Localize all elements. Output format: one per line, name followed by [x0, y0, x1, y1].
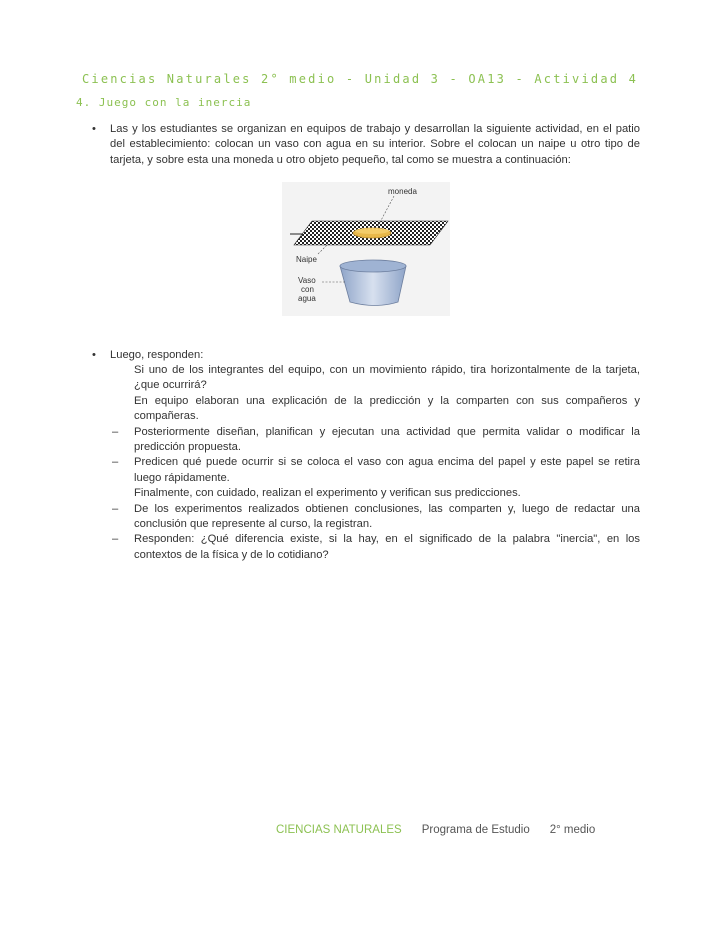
- bullet-dot: •: [92, 349, 96, 361]
- label-vaso-3: agua: [298, 294, 316, 303]
- bullet-paragraph-1: [90, 122, 640, 168]
- bullet-dot: •: [92, 123, 96, 135]
- bullet-2-label: Luego, responden:: [110, 349, 204, 361]
- bullet-paragraph-2: [90, 348, 640, 363]
- list-item: [110, 394, 640, 425]
- section-title: 4. Juego con la inercia: [76, 96, 252, 109]
- dash-marker: –: [112, 456, 119, 469]
- glass-top: [340, 260, 406, 272]
- page-footer: [276, 824, 595, 836]
- list-item-text: Si uno de los integrantes del equipo, con un movimiento rápido, tira horizontalmente de la tarjeta, ¿que ocurrirá?: [134, 364, 640, 392]
- list-item: [110, 455, 640, 486]
- bullet-1-text: Las y los estudiantes se organizan en equipos de trabajo y desarrollan la siguiente actividad, en el patio del establecimiento: colocan un vaso con agua en su interior. Sobre el colocan un naipe u otro tipo de tarjeta, y sobre esta una moneda u otro objeto pequeño, tal como se muestra a continuación:: [110, 123, 640, 166]
- list-item-text: Posteriormente diseñan, planifican y ejecutan una actividad que permita validar o modificar la predicción propuesta.: [134, 425, 640, 454]
- dash-marker: –: [112, 533, 119, 546]
- experiment-figure: [282, 182, 450, 316]
- label-vaso-2: con: [301, 285, 314, 294]
- footer-brand: CIENCIAS NATURALES: [276, 824, 402, 836]
- coin-top: [355, 228, 389, 234]
- list-item: [110, 486, 640, 501]
- list-item-text: Responden: ¿Qué diferencia existe, si la hay, en el significado de la palabra "inercia", en los contextos de la física y de lo cotidiano?: [134, 533, 640, 561]
- list-item-text: Finalmente, con cuidado, realizan el experimento y verifican sus predicciones.: [134, 487, 521, 500]
- list-item: [110, 502, 640, 533]
- label-naipe: Naipe: [296, 255, 317, 264]
- list-item: [110, 363, 640, 394]
- response-list: [110, 363, 640, 563]
- list-item: [110, 425, 640, 456]
- list-item: [110, 532, 640, 563]
- label-vaso-1: Vaso: [298, 276, 316, 285]
- footer-program: Programa de Estudio: [421, 824, 530, 836]
- page-header: Ciencias Naturales 2° medio - Unidad 3 - OA13 - Actividad 4: [81, 72, 639, 86]
- label-moneda: moneda: [388, 187, 417, 196]
- dash-marker: –: [112, 425, 119, 438]
- list-item-text: Predicen qué puede ocurrir si se coloca el vaso con agua encima del papel y este papel se retira luego rápidamente.: [134, 456, 640, 484]
- list-item-text: En equipo elaboran una explicación de la predicción y la comparten con sus compañeros y compañeras.: [134, 394, 640, 423]
- list-item-text: De los experimentos realizados obtienen conclusiones, las comparten y, luego de redactar una conclusión que represente al curso, la registran.: [134, 502, 640, 531]
- dash-marker: –: [112, 502, 119, 515]
- footer-grade: 2° medio: [549, 824, 596, 836]
